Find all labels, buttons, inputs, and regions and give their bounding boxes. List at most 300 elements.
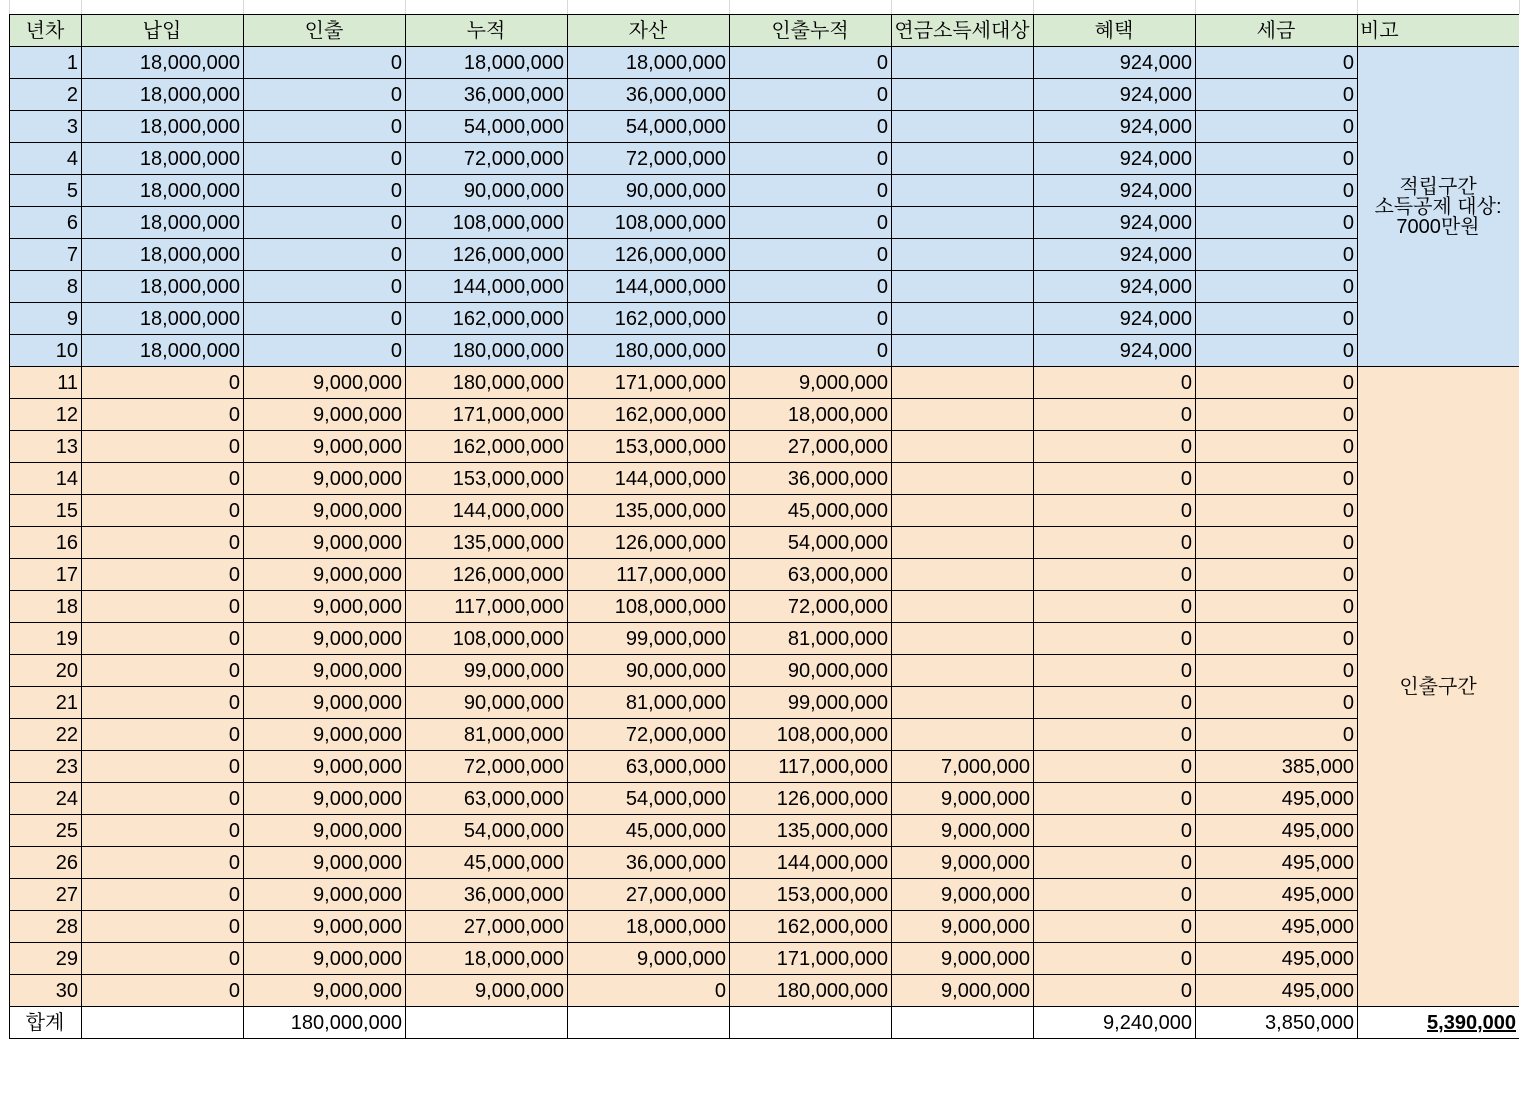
- cell-tax[interactable]: 0: [1196, 687, 1358, 719]
- cell-withdrawal[interactable]: 9,000,000: [244, 687, 406, 719]
- cell-pension-taxable[interactable]: [892, 239, 1034, 271]
- cell-deposit[interactable]: 0: [82, 719, 244, 751]
- totals-tax[interactable]: 3,850,000: [1196, 1007, 1358, 1039]
- cell-withdrawal-cumulative[interactable]: 36,000,000: [730, 463, 892, 495]
- cell-cumulative[interactable]: 180,000,000: [406, 367, 568, 399]
- note-withdrawal-section[interactable]: 인출구간: [1358, 367, 1520, 1007]
- cell-withdrawal-cumulative[interactable]: 108,000,000: [730, 719, 892, 751]
- cell-pension-taxable[interactable]: 7,000,000: [892, 751, 1034, 783]
- cell-asset[interactable]: 108,000,000: [568, 591, 730, 623]
- cell-withdrawal-cumulative[interactable]: 144,000,000: [730, 847, 892, 879]
- spreadsheet-table: [9, 14, 1520, 1039]
- cell-year[interactable]: 30: [10, 975, 82, 1007]
- cell-benefit[interactable]: 0: [1034, 719, 1196, 751]
- cell-withdrawal-cumulative[interactable]: 162,000,000: [730, 911, 892, 943]
- cell-year[interactable]: 28: [10, 911, 82, 943]
- cell-year[interactable]: 12: [10, 399, 82, 431]
- cell-cumulative[interactable]: 90,000,000: [406, 175, 568, 207]
- cell-withdrawal-cumulative[interactable]: 81,000,000: [730, 623, 892, 655]
- header-cell-year[interactable]: 년차: [10, 15, 82, 47]
- cell-withdrawal[interactable]: 9,000,000: [244, 527, 406, 559]
- cell-withdrawal[interactable]: 9,000,000: [244, 463, 406, 495]
- cell-withdrawal[interactable]: 9,000,000: [244, 719, 406, 751]
- cell-withdrawal-cumulative[interactable]: 126,000,000: [730, 783, 892, 815]
- cell-deposit[interactable]: 0: [82, 463, 244, 495]
- cell-tax[interactable]: 495,000: [1196, 879, 1358, 911]
- cell-pension-taxable[interactable]: [892, 655, 1034, 687]
- cell-pension-taxable[interactable]: 9,000,000: [892, 879, 1034, 911]
- cell-withdrawal[interactable]: 0: [244, 175, 406, 207]
- header-cell-withdrawal[interactable]: 인출: [244, 15, 406, 47]
- cell-year[interactable]: 2: [10, 79, 82, 111]
- cell-cumulative[interactable]: 90,000,000: [406, 687, 568, 719]
- cell-tax[interactable]: 0: [1196, 207, 1358, 239]
- cell-asset[interactable]: 135,000,000: [568, 495, 730, 527]
- cell-asset[interactable]: 153,000,000: [568, 431, 730, 463]
- totals-deposit[interactable]: [82, 1007, 244, 1039]
- cell-pension-taxable[interactable]: [892, 495, 1034, 527]
- header-cell-asset[interactable]: 자산: [568, 15, 730, 47]
- cell-deposit[interactable]: 18,000,000: [82, 239, 244, 271]
- cell-withdrawal[interactable]: 9,000,000: [244, 911, 406, 943]
- cell-withdrawal[interactable]: 9,000,000: [244, 431, 406, 463]
- cell-asset[interactable]: 90,000,000: [568, 175, 730, 207]
- cell-year[interactable]: 15: [10, 495, 82, 527]
- cell-deposit[interactable]: 0: [82, 431, 244, 463]
- cell-withdrawal[interactable]: 9,000,000: [244, 879, 406, 911]
- cell-benefit[interactable]: 924,000: [1034, 303, 1196, 335]
- cell-year[interactable]: 14: [10, 463, 82, 495]
- cell-pension-taxable[interactable]: 9,000,000: [892, 911, 1034, 943]
- cell-year[interactable]: 26: [10, 847, 82, 879]
- cell-benefit[interactable]: 0: [1034, 431, 1196, 463]
- cell-withdrawal-cumulative[interactable]: 0: [730, 271, 892, 303]
- cell-cumulative[interactable]: 180,000,000: [406, 335, 568, 367]
- cell-deposit[interactable]: 0: [82, 943, 244, 975]
- cell-withdrawal-cumulative[interactable]: 72,000,000: [730, 591, 892, 623]
- cell-asset[interactable]: 72,000,000: [568, 719, 730, 751]
- cell-cumulative[interactable]: 45,000,000: [406, 847, 568, 879]
- cell-pension-taxable[interactable]: [892, 111, 1034, 143]
- cell-asset[interactable]: 72,000,000: [568, 143, 730, 175]
- cell-benefit[interactable]: 0: [1034, 687, 1196, 719]
- cell-pension-taxable[interactable]: [892, 367, 1034, 399]
- cell-benefit[interactable]: 924,000: [1034, 207, 1196, 239]
- cell-withdrawal-cumulative[interactable]: 0: [730, 175, 892, 207]
- cell-year[interactable]: 22: [10, 719, 82, 751]
- cell-benefit[interactable]: 0: [1034, 591, 1196, 623]
- cell-tax[interactable]: 0: [1196, 399, 1358, 431]
- cell-withdrawal-cumulative[interactable]: 0: [730, 207, 892, 239]
- cell-deposit[interactable]: 18,000,000: [82, 271, 244, 303]
- cell-tax[interactable]: 0: [1196, 367, 1358, 399]
- cell-benefit[interactable]: 0: [1034, 559, 1196, 591]
- cell-withdrawal[interactable]: 9,000,000: [244, 943, 406, 975]
- header-cell-pension-taxable[interactable]: 연금소득세대상: [892, 15, 1034, 47]
- cell-deposit[interactable]: 0: [82, 591, 244, 623]
- cell-year[interactable]: 10: [10, 335, 82, 367]
- cell-withdrawal[interactable]: 9,000,000: [244, 815, 406, 847]
- cell-year[interactable]: 18: [10, 591, 82, 623]
- cell-cumulative[interactable]: 36,000,000: [406, 879, 568, 911]
- cell-withdrawal[interactable]: 9,000,000: [244, 847, 406, 879]
- note-accumulation-section[interactable]: 적립구간 소득공제 대상: 7000만원: [1358, 47, 1520, 367]
- cell-tax[interactable]: 495,000: [1196, 975, 1358, 1007]
- cell-withdrawal-cumulative[interactable]: 63,000,000: [730, 559, 892, 591]
- cell-asset[interactable]: 54,000,000: [568, 111, 730, 143]
- cell-withdrawal[interactable]: 0: [244, 239, 406, 271]
- header-cell-cumulative[interactable]: 누적: [406, 15, 568, 47]
- cell-asset[interactable]: 171,000,000: [568, 367, 730, 399]
- cell-withdrawal-cumulative[interactable]: 117,000,000: [730, 751, 892, 783]
- cell-tax[interactable]: 0: [1196, 335, 1358, 367]
- cell-pension-taxable[interactable]: [892, 303, 1034, 335]
- cell-withdrawal-cumulative[interactable]: 0: [730, 239, 892, 271]
- totals-cumulative[interactable]: [406, 1007, 568, 1039]
- cell-benefit[interactable]: 924,000: [1034, 111, 1196, 143]
- cell-deposit[interactable]: 0: [82, 783, 244, 815]
- cell-year[interactable]: 8: [10, 271, 82, 303]
- cell-withdrawal[interactable]: 9,000,000: [244, 623, 406, 655]
- cell-withdrawal-cumulative[interactable]: 135,000,000: [730, 815, 892, 847]
- cell-benefit[interactable]: 0: [1034, 399, 1196, 431]
- cell-withdrawal[interactable]: 9,000,000: [244, 399, 406, 431]
- cell-withdrawal[interactable]: 0: [244, 207, 406, 239]
- cell-tax[interactable]: 495,000: [1196, 847, 1358, 879]
- cell-deposit[interactable]: 18,000,000: [82, 143, 244, 175]
- cell-tax[interactable]: 0: [1196, 495, 1358, 527]
- cell-benefit[interactable]: 924,000: [1034, 335, 1196, 367]
- table-row: [10, 335, 1520, 367]
- cell-cumulative[interactable]: 108,000,000: [406, 207, 568, 239]
- cell-deposit[interactable]: 0: [82, 495, 244, 527]
- totals-withdrawal-cumulative[interactable]: [730, 1007, 892, 1039]
- cell-benefit[interactable]: 924,000: [1034, 47, 1196, 79]
- cell-withdrawal-cumulative[interactable]: 18,000,000: [730, 399, 892, 431]
- cell-pension-taxable[interactable]: [892, 591, 1034, 623]
- totals-benefit[interactable]: 9,240,000: [1034, 1007, 1196, 1039]
- cell-pension-taxable[interactable]: [892, 719, 1034, 751]
- table-row: [10, 303, 1520, 335]
- cell-tax[interactable]: 0: [1196, 591, 1358, 623]
- cell-benefit[interactable]: 0: [1034, 975, 1196, 1007]
- cell-withdrawal[interactable]: 9,000,000: [244, 655, 406, 687]
- cell-pension-taxable[interactable]: [892, 687, 1034, 719]
- cell-withdrawal-cumulative[interactable]: 0: [730, 303, 892, 335]
- table-row: [10, 399, 1520, 431]
- cell-pension-taxable[interactable]: 9,000,000: [892, 943, 1034, 975]
- cell-tax[interactable]: 495,000: [1196, 815, 1358, 847]
- cell-withdrawal-cumulative[interactable]: 171,000,000: [730, 943, 892, 975]
- cell-withdrawal-cumulative[interactable]: 45,000,000: [730, 495, 892, 527]
- cell-asset[interactable]: 162,000,000: [568, 303, 730, 335]
- cell-benefit[interactable]: 924,000: [1034, 175, 1196, 207]
- cell-cumulative[interactable]: 72,000,000: [406, 143, 568, 175]
- cell-year[interactable]: 27: [10, 879, 82, 911]
- cell-cumulative[interactable]: 27,000,000: [406, 911, 568, 943]
- cell-cumulative[interactable]: 54,000,000: [406, 111, 568, 143]
- cell-withdrawal[interactable]: 9,000,000: [244, 591, 406, 623]
- cell-cumulative[interactable]: 54,000,000: [406, 815, 568, 847]
- cell-withdrawal[interactable]: 9,000,000: [244, 751, 406, 783]
- totals-label[interactable]: 합계: [10, 1007, 82, 1039]
- cell-tax[interactable]: 0: [1196, 431, 1358, 463]
- cell-year[interactable]: 17: [10, 559, 82, 591]
- cell-benefit[interactable]: 0: [1034, 495, 1196, 527]
- cell-asset[interactable]: 9,000,000: [568, 943, 730, 975]
- cell-withdrawal-cumulative[interactable]: 0: [730, 335, 892, 367]
- cell-pension-taxable[interactable]: [892, 207, 1034, 239]
- cell-asset[interactable]: 108,000,000: [568, 207, 730, 239]
- cell-year[interactable]: 3: [10, 111, 82, 143]
- cell-cumulative[interactable]: 153,000,000: [406, 463, 568, 495]
- cell-year[interactable]: 4: [10, 143, 82, 175]
- cell-cumulative[interactable]: 162,000,000: [406, 431, 568, 463]
- cell-year[interactable]: 5: [10, 175, 82, 207]
- cell-tax[interactable]: 0: [1196, 623, 1358, 655]
- cell-benefit[interactable]: 0: [1034, 879, 1196, 911]
- cell-pension-taxable[interactable]: [892, 527, 1034, 559]
- cell-asset[interactable]: 18,000,000: [568, 47, 730, 79]
- cell-withdrawal[interactable]: 9,000,000: [244, 975, 406, 1007]
- cell-benefit[interactable]: 924,000: [1034, 79, 1196, 111]
- cell-asset[interactable]: 117,000,000: [568, 559, 730, 591]
- cell-asset[interactable]: 126,000,000: [568, 239, 730, 271]
- cell-withdrawal-cumulative[interactable]: 180,000,000: [730, 975, 892, 1007]
- cell-cumulative[interactable]: 99,000,000: [406, 655, 568, 687]
- totals-net-benefit[interactable]: 5,390,000: [1358, 1007, 1520, 1039]
- cell-withdrawal-cumulative[interactable]: 27,000,000: [730, 431, 892, 463]
- cell-deposit[interactable]: 0: [82, 751, 244, 783]
- cell-withdrawal[interactable]: 0: [244, 79, 406, 111]
- cell-withdrawal[interactable]: 0: [244, 271, 406, 303]
- cell-tax[interactable]: 0: [1196, 303, 1358, 335]
- cell-benefit[interactable]: 0: [1034, 655, 1196, 687]
- cell-benefit[interactable]: 924,000: [1034, 143, 1196, 175]
- table-row: [10, 495, 1520, 527]
- cell-cumulative[interactable]: 126,000,000: [406, 239, 568, 271]
- cell-withdrawal-cumulative[interactable]: 9,000,000: [730, 367, 892, 399]
- cell-year[interactable]: 16: [10, 527, 82, 559]
- cell-benefit[interactable]: 0: [1034, 751, 1196, 783]
- cell-tax[interactable]: 495,000: [1196, 943, 1358, 975]
- cell-cumulative[interactable]: 171,000,000: [406, 399, 568, 431]
- cell-cumulative[interactable]: 18,000,000: [406, 47, 568, 79]
- cell-benefit[interactable]: 0: [1034, 847, 1196, 879]
- cell-tax[interactable]: 0: [1196, 111, 1358, 143]
- cell-tax[interactable]: 0: [1196, 719, 1358, 751]
- cell-cumulative[interactable]: 63,000,000: [406, 783, 568, 815]
- cell-withdrawal[interactable]: 9,000,000: [244, 495, 406, 527]
- cell-year[interactable]: 24: [10, 783, 82, 815]
- cell-pension-taxable[interactable]: [892, 463, 1034, 495]
- cell-asset[interactable]: 144,000,000: [568, 271, 730, 303]
- cell-withdrawal-cumulative[interactable]: 0: [730, 79, 892, 111]
- cell-asset[interactable]: 0: [568, 975, 730, 1007]
- cell-tax[interactable]: 0: [1196, 239, 1358, 271]
- cell-pension-taxable[interactable]: [892, 623, 1034, 655]
- cell-asset[interactable]: 126,000,000: [568, 527, 730, 559]
- totals-asset[interactable]: [568, 1007, 730, 1039]
- cell-asset[interactable]: 90,000,000: [568, 655, 730, 687]
- cell-deposit[interactable]: 0: [82, 527, 244, 559]
- cell-withdrawal[interactable]: 0: [244, 143, 406, 175]
- cell-benefit[interactable]: 0: [1034, 623, 1196, 655]
- cell-year[interactable]: 13: [10, 431, 82, 463]
- cell-pension-taxable[interactable]: 9,000,000: [892, 847, 1034, 879]
- header-cell-deposit[interactable]: 납입: [82, 15, 244, 47]
- cell-withdrawal-cumulative[interactable]: 0: [730, 143, 892, 175]
- cell-deposit[interactable]: 0: [82, 687, 244, 719]
- cell-year[interactable]: 7: [10, 239, 82, 271]
- cell-year[interactable]: 25: [10, 815, 82, 847]
- cell-deposit[interactable]: 0: [82, 975, 244, 1007]
- cell-tax[interactable]: 495,000: [1196, 783, 1358, 815]
- cell-asset[interactable]: 36,000,000: [568, 847, 730, 879]
- totals-withdrawal[interactable]: 180,000,000: [244, 1007, 406, 1039]
- cell-asset[interactable]: 99,000,000: [568, 623, 730, 655]
- table-row: [10, 815, 1520, 847]
- cell-pension-taxable[interactable]: [892, 431, 1034, 463]
- cell-withdrawal-cumulative[interactable]: 90,000,000: [730, 655, 892, 687]
- cell-pension-taxable[interactable]: [892, 335, 1034, 367]
- cell-deposit[interactable]: 18,000,000: [82, 175, 244, 207]
- cell-withdrawal[interactable]: 9,000,000: [244, 367, 406, 399]
- cell-deposit[interactable]: 0: [82, 815, 244, 847]
- cell-benefit[interactable]: 0: [1034, 463, 1196, 495]
- table-row: [10, 879, 1520, 911]
- cell-tax[interactable]: 0: [1196, 47, 1358, 79]
- cell-asset[interactable]: 63,000,000: [568, 751, 730, 783]
- cell-year[interactable]: 20: [10, 655, 82, 687]
- cell-withdrawal[interactable]: 0: [244, 47, 406, 79]
- cell-tax[interactable]: 0: [1196, 655, 1358, 687]
- cell-benefit[interactable]: 0: [1034, 367, 1196, 399]
- cell-benefit[interactable]: 0: [1034, 943, 1196, 975]
- cell-deposit[interactable]: 0: [82, 399, 244, 431]
- cell-deposit[interactable]: 18,000,000: [82, 335, 244, 367]
- cell-deposit[interactable]: 0: [82, 879, 244, 911]
- cell-cumulative[interactable]: 162,000,000: [406, 303, 568, 335]
- cell-benefit[interactable]: 0: [1034, 783, 1196, 815]
- cell-cumulative[interactable]: 108,000,000: [406, 623, 568, 655]
- cell-year[interactable]: 6: [10, 207, 82, 239]
- cell-asset[interactable]: 54,000,000: [568, 783, 730, 815]
- table-row: [10, 463, 1520, 495]
- cell-deposit[interactable]: 0: [82, 623, 244, 655]
- cell-withdrawal[interactable]: 0: [244, 303, 406, 335]
- cell-deposit[interactable]: 18,000,000: [82, 47, 244, 79]
- cell-pension-taxable[interactable]: 9,000,000: [892, 975, 1034, 1007]
- cell-pension-taxable[interactable]: 9,000,000: [892, 815, 1034, 847]
- cell-deposit[interactable]: 0: [82, 367, 244, 399]
- cell-pension-taxable[interactable]: [892, 79, 1034, 111]
- cell-pension-taxable[interactable]: 9,000,000: [892, 783, 1034, 815]
- cell-pension-taxable[interactable]: [892, 47, 1034, 79]
- cell-deposit[interactable]: 18,000,000: [82, 207, 244, 239]
- header-cell-note[interactable]: 비고: [1358, 15, 1520, 47]
- cell-pension-taxable[interactable]: [892, 175, 1034, 207]
- cell-withdrawal[interactable]: 9,000,000: [244, 559, 406, 591]
- cell-deposit[interactable]: 0: [82, 655, 244, 687]
- cell-cumulative[interactable]: 126,000,000: [406, 559, 568, 591]
- cell-cumulative[interactable]: 18,000,000: [406, 943, 568, 975]
- cell-tax[interactable]: 385,000: [1196, 751, 1358, 783]
- cell-tax[interactable]: 0: [1196, 175, 1358, 207]
- cell-withdrawal-cumulative[interactable]: 99,000,000: [730, 687, 892, 719]
- cell-cumulative[interactable]: 144,000,000: [406, 271, 568, 303]
- cell-deposit[interactable]: 0: [82, 559, 244, 591]
- cell-cumulative[interactable]: 144,000,000: [406, 495, 568, 527]
- cell-asset[interactable]: 45,000,000: [568, 815, 730, 847]
- cell-withdrawal-cumulative[interactable]: 153,000,000: [730, 879, 892, 911]
- cell-pension-taxable[interactable]: [892, 399, 1034, 431]
- cell-tax[interactable]: 0: [1196, 527, 1358, 559]
- cell-benefit[interactable]: 924,000: [1034, 239, 1196, 271]
- header-cell-benefit[interactable]: 혜택: [1034, 15, 1196, 47]
- cell-benefit[interactable]: 0: [1034, 911, 1196, 943]
- cell-tax[interactable]: 0: [1196, 143, 1358, 175]
- cell-cumulative[interactable]: 9,000,000: [406, 975, 568, 1007]
- cell-pension-taxable[interactable]: [892, 143, 1034, 175]
- cell-tax[interactable]: 0: [1196, 79, 1358, 111]
- cell-asset[interactable]: 180,000,000: [568, 335, 730, 367]
- cell-year[interactable]: 1: [10, 47, 82, 79]
- cell-cumulative[interactable]: 81,000,000: [406, 719, 568, 751]
- cell-tax[interactable]: 495,000: [1196, 911, 1358, 943]
- cell-cumulative[interactable]: 36,000,000: [406, 79, 568, 111]
- header-cell-tax[interactable]: 세금: [1196, 15, 1358, 47]
- cell-withdrawal-cumulative[interactable]: 0: [730, 47, 892, 79]
- cell-cumulative[interactable]: 117,000,000: [406, 591, 568, 623]
- cell-year[interactable]: 9: [10, 303, 82, 335]
- cell-asset[interactable]: 81,000,000: [568, 687, 730, 719]
- cell-asset[interactable]: 27,000,000: [568, 879, 730, 911]
- cell-deposit[interactable]: 0: [82, 911, 244, 943]
- header-cell-withdrawal-cumulative[interactable]: 인출누적: [730, 15, 892, 47]
- cell-deposit[interactable]: 0: [82, 847, 244, 879]
- cell-withdrawal[interactable]: 0: [244, 335, 406, 367]
- cell-year[interactable]: 11: [10, 367, 82, 399]
- cell-benefit[interactable]: 924,000: [1034, 271, 1196, 303]
- cell-cumulative[interactable]: 72,000,000: [406, 751, 568, 783]
- cell-benefit[interactable]: 0: [1034, 815, 1196, 847]
- cell-withdrawal[interactable]: 9,000,000: [244, 783, 406, 815]
- cell-asset[interactable]: 18,000,000: [568, 911, 730, 943]
- cell-withdrawal-cumulative[interactable]: 54,000,000: [730, 527, 892, 559]
- totals-pension-taxable[interactable]: [892, 1007, 1034, 1039]
- cell-asset[interactable]: 36,000,000: [568, 79, 730, 111]
- cell-benefit[interactable]: 0: [1034, 527, 1196, 559]
- cell-withdrawal-cumulative[interactable]: 0: [730, 111, 892, 143]
- cell-tax[interactable]: 0: [1196, 463, 1358, 495]
- cell-tax[interactable]: 0: [1196, 559, 1358, 591]
- cell-year[interactable]: 19: [10, 623, 82, 655]
- cell-year[interactable]: 29: [10, 943, 82, 975]
- cell-deposit[interactable]: 18,000,000: [82, 79, 244, 111]
- cell-asset[interactable]: 162,000,000: [568, 399, 730, 431]
- cell-year[interactable]: 21: [10, 687, 82, 719]
- cell-deposit[interactable]: 18,000,000: [82, 303, 244, 335]
- cell-deposit[interactable]: 18,000,000: [82, 111, 244, 143]
- cell-tax[interactable]: 0: [1196, 271, 1358, 303]
- cell-cumulative[interactable]: 135,000,000: [406, 527, 568, 559]
- cell-pension-taxable[interactable]: [892, 271, 1034, 303]
- cell-pension-taxable[interactable]: [892, 559, 1034, 591]
- cell-withdrawal[interactable]: 0: [244, 111, 406, 143]
- cell-year[interactable]: 23: [10, 751, 82, 783]
- cell-asset[interactable]: 144,000,000: [568, 463, 730, 495]
